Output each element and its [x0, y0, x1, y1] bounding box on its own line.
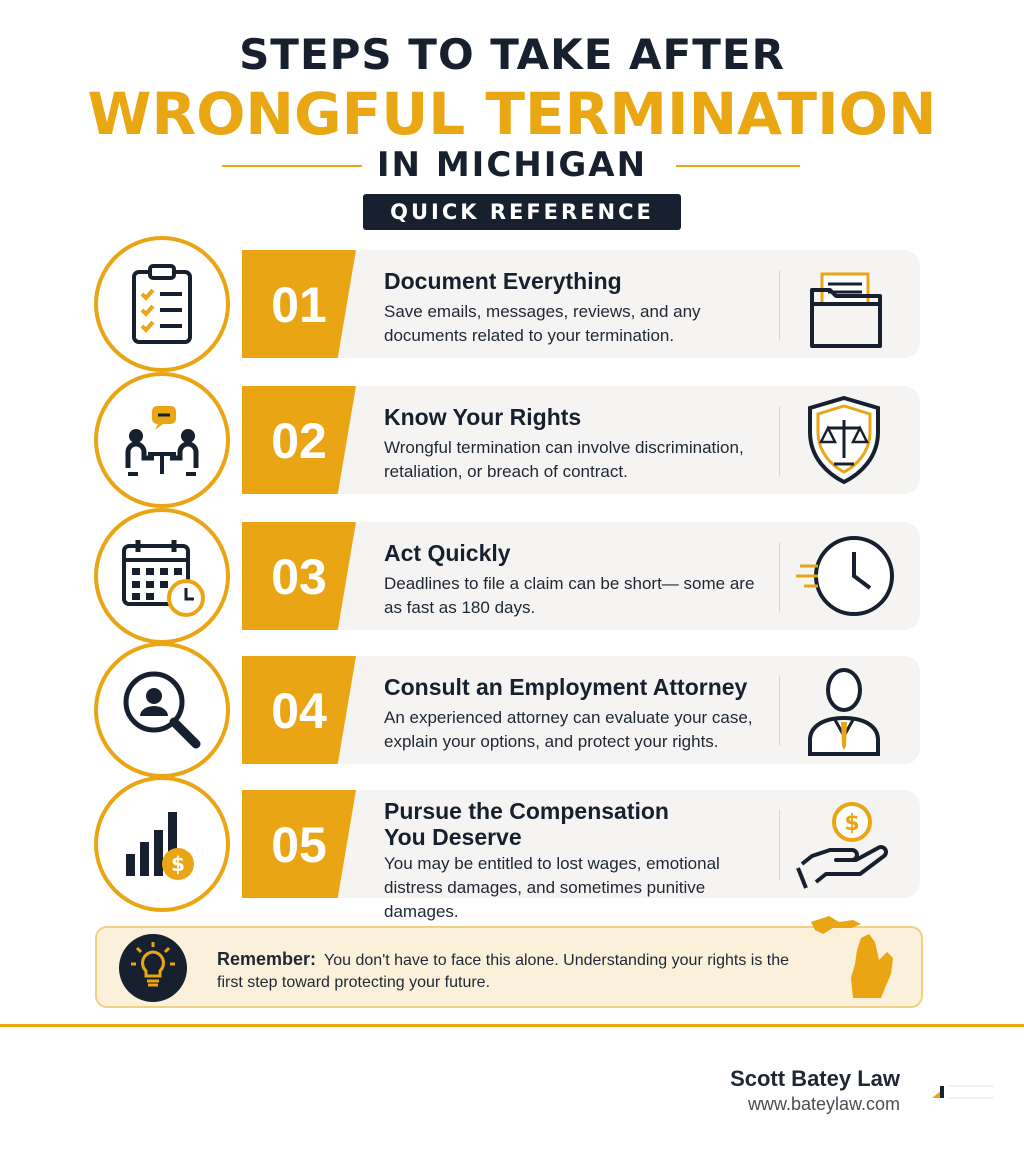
title-line-2: WRONGFUL TERMINATION: [87, 80, 937, 148]
step-number: 03: [271, 549, 327, 605]
svg-text:$: $: [844, 811, 860, 836]
step-description: You may be entitled to lost wages, emotional distress damages, and sometimes punitive damages.: [384, 854, 720, 921]
remember-callout: [95, 926, 923, 1008]
scales-shield-icon: [794, 390, 894, 490]
step-number: 02: [271, 413, 327, 469]
step-description: Wrongful termination can involve discrimination, retaliation, or breach of contract.: [384, 438, 744, 481]
step-description: Save emails, messages, reviews, and any documents related to your termination.: [384, 302, 701, 345]
step-heading: Know Your Rights: [384, 404, 582, 430]
title-line-3: IN MICHIGAN: [376, 145, 648, 185]
step-divider: [779, 676, 780, 746]
svg-text:$: $: [171, 852, 185, 876]
step-icon-circle: [94, 776, 230, 912]
step-heading: Act Quickly: [384, 540, 511, 566]
step-icon-circle: [94, 642, 230, 778]
step-heading: Consult an Employment Attorney: [384, 674, 748, 700]
step-heading: Document Everything: [384, 268, 622, 294]
bar-chart-dollar-icon: [116, 798, 208, 890]
clock-icon: [794, 526, 904, 626]
calendar-clock-icon: [116, 530, 208, 622]
remember-label: Remember:: [217, 949, 317, 969]
folder-icon: [794, 254, 894, 354]
clipboard-checklist-icon: [116, 258, 208, 350]
title-line-1: STEPS TO TAKE AFTER: [239, 30, 785, 79]
brand-name: Scott Batey Law: [730, 1066, 900, 1091]
footer-rule: [0, 1024, 1024, 1027]
step-2: [94, 372, 924, 506]
step-divider: [779, 270, 780, 340]
step-heading: Pursue the Compensation You Deserve: [384, 798, 669, 850]
lightbulb-badge: [119, 934, 187, 1002]
step-number: 04: [271, 683, 327, 739]
michigan-map-icon: [809, 910, 909, 1006]
title-rule-right: [676, 165, 800, 167]
step-number: 05: [271, 817, 327, 873]
remember-text: [217, 948, 797, 994]
brand-block: [700, 1066, 900, 1115]
step-description: An experienced attorney can evaluate your case, explain your options, and protect your rights.: [384, 708, 753, 751]
step-divider: [779, 542, 780, 612]
step-divider: [779, 406, 780, 476]
step-3: [94, 508, 924, 642]
meeting-icon: [116, 394, 208, 486]
step-1: [94, 236, 924, 370]
lightbulb-icon: [119, 934, 187, 1002]
step-icon-circle: [94, 236, 230, 372]
remember-body: You don't have to face this alone. Understanding your rights is the first step toward protecting your future.: [217, 952, 790, 991]
step-divider: [779, 810, 780, 880]
brand-logo-icon: [930, 1082, 996, 1100]
quick-reference-badge: QUICK REFERENCE: [363, 194, 681, 230]
step-number: 01: [271, 277, 327, 333]
step-4: [94, 642, 924, 776]
step-description: Deadlines to file a claim can be short— some are as fast as 180 days.: [384, 574, 755, 617]
hand-coin-icon: [794, 794, 894, 894]
brand-url[interactable]: www.bateylaw.com: [747, 1094, 900, 1114]
step-icon-circle: [94, 508, 230, 644]
title-line-3-wrap: [0, 145, 1024, 189]
attorney-icon: [794, 660, 894, 760]
step-icon-circle: [94, 372, 230, 508]
magnifier-person-icon: [116, 664, 208, 756]
step-5: [94, 776, 924, 921]
